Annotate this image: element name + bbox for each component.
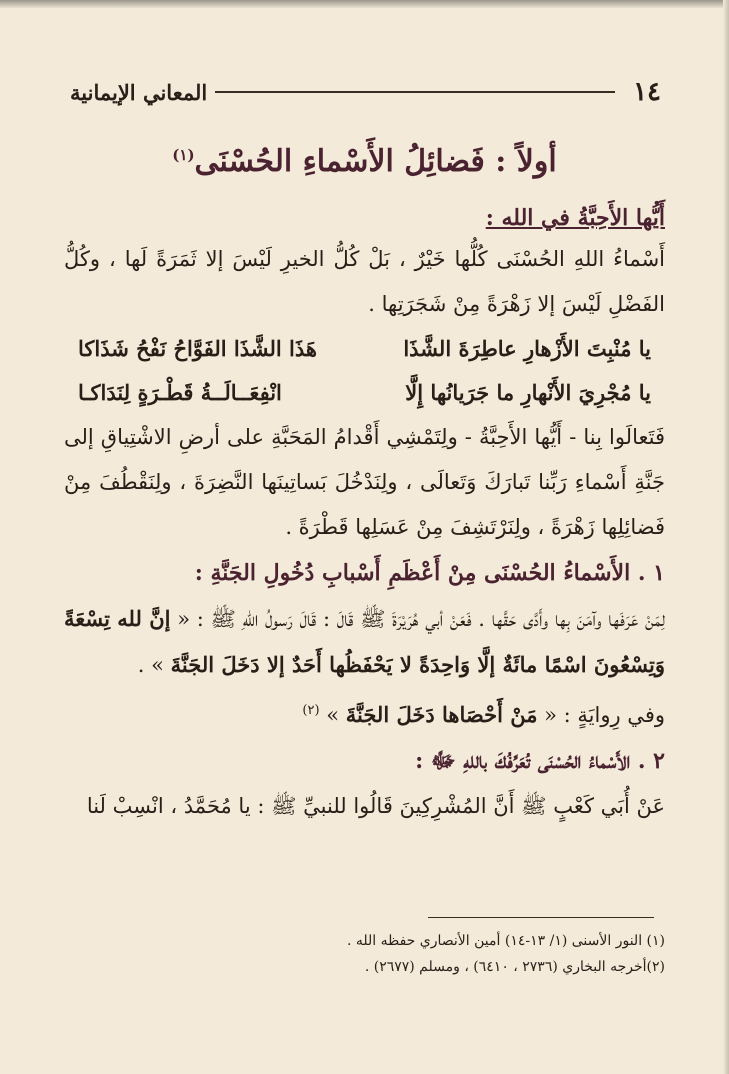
intro-paragraph: أَسْماءُ اللهِ الحُسْنَى كُلُّها خَيْرٌ ، بَلْ كُلُّ الخيرِ لَيْسَ إلا ثَمَرَةً لَها ، وكُلُّ الفَضْلِ لَيْسَ إلا زَهْرَةً مِنْ شَجَرَتِها . (64, 247, 665, 316)
section1-close: » . (137, 653, 164, 677)
section2-text: عَنْ أُبَي كَعْبٍ ﷺ أَنَّ المُشْرِكِينَ قَالُوا للنبيِّ ﷺ : يا مُحَمَّدُ ، انْسِبْ لَنا (86, 794, 665, 818)
title-footnote-ref: (١) (172, 146, 195, 164)
paragraph-invitation: فَتَعالَوا بِنا - أَيُّها الأَحِبَّةُ - ولِتَمْشِي أَقْدامُ المَحَبَّةِ على أرضِ الاشْتِياقِ إلى جَنَّةِ أَسْماءِ رَبِّنا تَبارَكَ وَتَعالَى ، ولِنَدْخُلَ بَساتِينَها النَّضِرَةَ ، ولِنَقْطُفَ مِنْ فَضائِلِها زَهْرَةً ، ولِنَرْتَشِفَ مِنْ عَسَلِها قَطْرَةً . (64, 425, 666, 539)
main-title (64, 144, 665, 179)
page-body (64, 140, 665, 829)
riwaya-footnote-ref: (٢) (302, 703, 320, 718)
poem-line-right: يا مُنْبِتَ الأَزْهارِ عاطِرَةَ الشَّذَا (403, 336, 651, 361)
page-top-shadow (0, 0, 729, 8)
section1-lead: لِمَنْ عَرَفَها وآمَنَ بِها وأَدَّى حَقَّها . فَعَنْ أبي هُرَيْرَةَ ﷺ قَالَ : قَالَ رَسولُ اللهِ ﷺ : « (177, 607, 665, 631)
page-edge-shadow (723, 0, 729, 1074)
poem-line (64, 327, 665, 371)
page-number: ١٤ (633, 77, 661, 107)
book-title: المعاني الإيمانية (70, 79, 208, 105)
poem-line-right: يا مُجْرِيَ الأَنْهارِ ما جَرَيانُها إِلَّا (405, 380, 651, 405)
footnote-rule (428, 917, 654, 918)
address-line: أَيُّها الأَحِبَّةُ في الله : (485, 205, 665, 231)
section1-riwaya (64, 688, 665, 738)
footnotes (64, 928, 665, 980)
footnote-item: (٢)أخرجه البخاري (٢٧٣٦ ، ٦٤١٠) ، ومسلم (٢٦٧٧) . (364, 959, 665, 975)
section2-heading: ٢ . الأَسْماءُ الحُسْنَى تُعَرِّفُكَ باللهِ ﷻ : (415, 748, 665, 774)
footnote-item: (١) النور الأسنى (١/ ١٣-١٤) أمين الأنصاري حفظه الله . (346, 933, 665, 949)
section1-text (64, 596, 665, 688)
running-header (70, 72, 661, 112)
header-rule (215, 91, 615, 93)
poem-line-left: انْفِعَــالَــةُ قَطْـرَةٍ لِنَدَاكـا (78, 380, 282, 405)
poem-line-left: هَذَا الشَّذَا الفَوَّاحُ نَفْحُ شَذَاكا (78, 336, 317, 361)
poem-line (64, 371, 665, 415)
riwaya-hadith: مَنْ أَحْصَاها دَخَلَ الجَنَّةَ (345, 702, 538, 727)
section1-heading: ١ . الأَسْماءُ الحُسْنَى مِنْ أَعْظَمِ أَسْبابِ دُخُولِ الجَنَّةِ : (194, 560, 665, 586)
riwaya-lead: وفي رِوايَةٍ : « (544, 703, 665, 727)
section1-hadith: إنَّ لله تِسْعَةً وَتِسْعُونَ اسْمًا مائَةٌ إلَّا وَاحِدَةً لا يَحْفَظُها أَحَدٌ إلا دَخَلَ الجَنَّةَ (64, 606, 665, 677)
main-title-text: أولاً : فَضائِلُ الأَسْماءِ الحُسْنَى (194, 144, 557, 179)
poem (64, 327, 665, 415)
riwaya-close: » (326, 703, 340, 727)
